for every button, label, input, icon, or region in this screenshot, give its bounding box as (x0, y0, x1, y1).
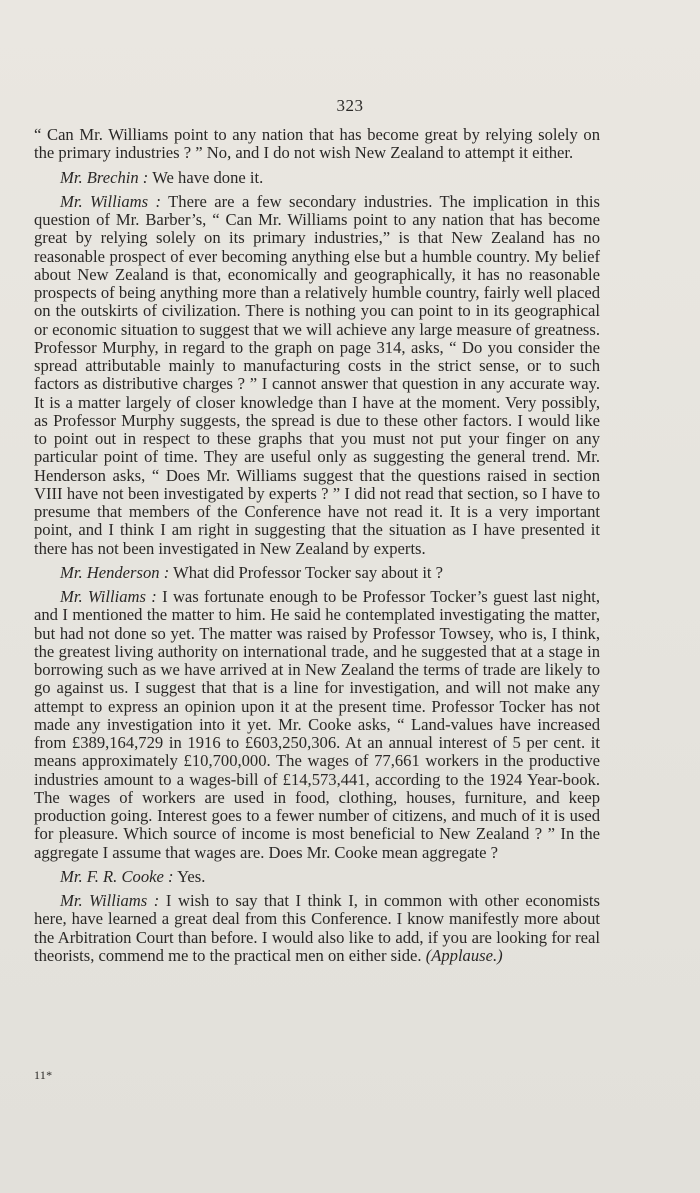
page-number: 323 (336, 96, 364, 115)
paragraph (34, 169, 600, 187)
paragraph (34, 892, 600, 965)
speaker-name: Mr. Williams : (60, 191, 162, 211)
paragraph-text: We have done it. (152, 167, 264, 187)
paragraph (34, 126, 600, 163)
paragraph-text: I wish to say that I think I, in common with other economists here, have learned a great deal from this Conference. I know manifestly more about the Arbitration Court than before. I would also like to add, if you are looking for real theorists, commend me to the practical men on either side. (34, 891, 600, 965)
signature-mark: 11* (34, 1068, 53, 1082)
speaker-name: Mr. Williams : (60, 891, 160, 910)
speaker-name: Mr. F. R. Cooke : (60, 866, 174, 886)
paragraph-text: Yes. (177, 866, 206, 886)
paragraph (34, 868, 600, 886)
speaker-name: Mr. Williams : (60, 587, 157, 606)
paragraph (34, 564, 600, 582)
speaker-name: Mr. Henderson : (60, 562, 170, 582)
speaker-name: Mr. Brechin : (60, 167, 149, 187)
applause-note: (Applause.) (425, 945, 503, 965)
paragraph (34, 588, 600, 862)
body-text (34, 126, 600, 971)
paragraph-text: I was fortunate enough to be Professor Tocker’s guest last night, and I mentioned the matter to him. He said he contemplated investigating the matter, but had not done so yet. The matter was raised by Professor Towsey, who is, I think, the greatest living authority on international trade, and he suggested that at a stage in borrowing such as we have arrived at in New Zealand the terms of trade are likely to go against us. I suggest that that is a line for investigation, and will not make any attempt to express an opinion upon it at the present time. Professor Tocker has not made any investigation into it yet. Mr. Cooke asks, “ Land-values have increased from £389,164,729 in 1916 to £603,250,306. At an annual interest of 5 per cent. it means approximately £10,700,000. The wages of 77,661 workers in the productive industries amount to a wages-bill of £14,573,441, according to the 1924 Year-book. The wages of workers are used in food, clothing, houses, furniture, and keep production going. Interest goes to a fewer number of citizens, and much of it is used for pleasure. Which source of income is most beneficial to New Zealand ? ” In the aggregate I assume that wages are. Does Mr. Cooke mean aggregate ? (34, 587, 600, 862)
paragraph-text: What did Professor Tocker say about it ? (173, 562, 444, 582)
paragraph-text: “ Can Mr. Williams point to any nation that has become great by relying solely on the primary industries ? ” No, and I do not wish New Zealand to attempt it either. (34, 125, 600, 163)
paragraph-text: There are a few secondary industries. The implication in this question of Mr. Barber’s, “ Can Mr. Williams point to any nation that has become great by relying solely on its primary industries,” is that New Zealand has no reasonable prospect of ever becoming anything else but a humble country. My belief about New Zealand is that, economically and geographically, it has no reasonable prospects of being anything more than a relatively humble country, fairly well placed on the outskirts of civilization. There is nothing you can point to in its geographical or economic situation to suggest that we will achieve any large measure of greatness. Professor Murphy, in regard to the graph on page 314, asks, “ Do you consider the spread attributable mainly to manufacturing costs in the strict sense, or to such factors as distributive charges ? ” I cannot answer that question in any accurate way. It is a matter largely of closer knowledge than I have at the moment. Very possibly, as Professor Murphy suggests, the spread is due to these other factors. I would like to point out in respect to these graphs that you must not put your finger on any particular point of time. They are useful only as suggesting the general trend. Mr. Henderson asks, “ Does Mr. Williams suggest that the questions raised in section VIII have not been investigated by experts ? ” I did not read that section, so I have to presume that members of the Conference have not read it. It is a very important point, and I think I am right in suggesting that the situation as I have presented it there has not been investigated in New Zealand by experts. (34, 191, 600, 558)
paragraph (34, 193, 600, 558)
